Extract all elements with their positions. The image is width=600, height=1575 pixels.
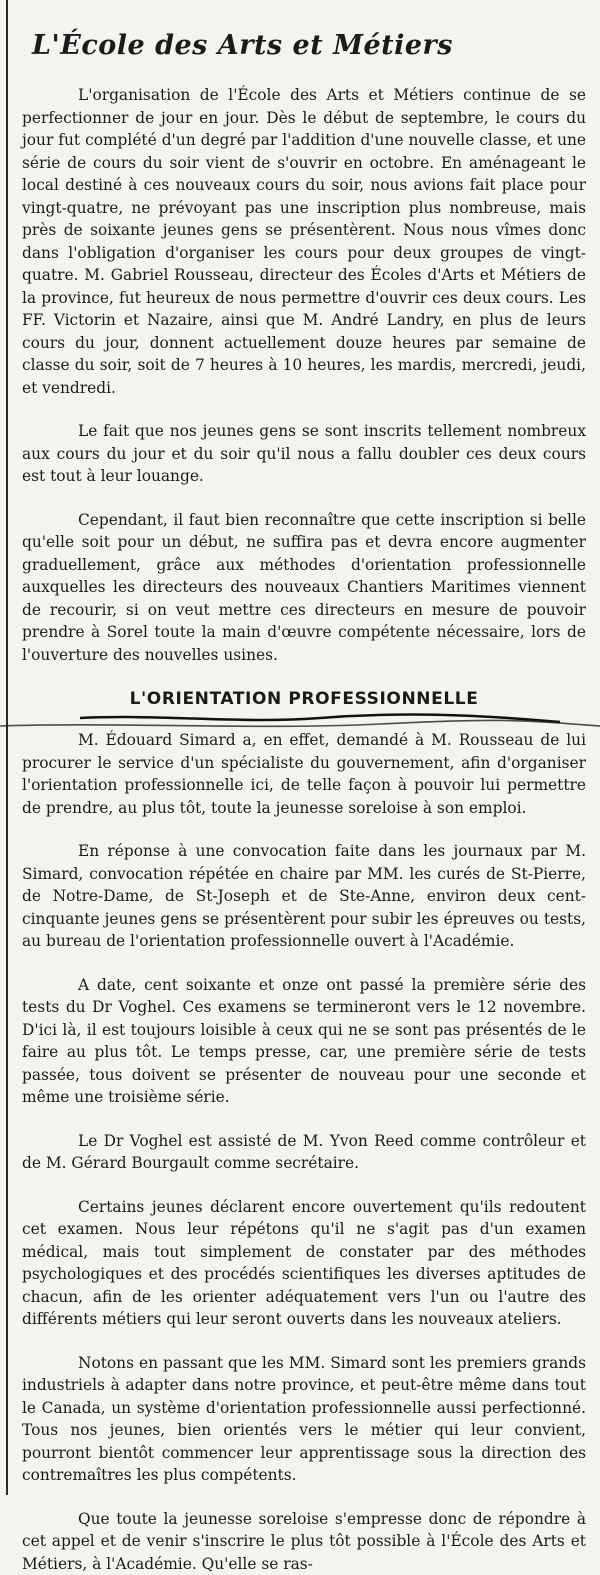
section-paragraph-5: Certains jeunes déclarent encore ouvertement qu'ils redoutent cet examen. Nous leur répétons qu'il ne s'agit pas d'un examen médical, mais tout simplement de constater par des méthodes psychologiques et des procédés scientifiques les diverses aptitudes de chacun, afin de les orienter adéquatement vers l'un ou l'autre des différents métiers qui leur seront ouverts dans les nouveaux ateliers. [22, 1196, 586, 1331]
article-paragraph-2: Le fait que nos jeunes gens se sont inscrits tellement nombreux aux cours du jour et du soir qu'il nous a fallu doubler ces deux cours est tout à leur louange. [22, 420, 586, 488]
section-paragraph-6: Notons en passant que les MM. Simard sont les premiers grands industriels à adapter dans notre province, et peut-être même dans tout le Canada, un système d'orientation professionnelle aussi perfectionné. Tous nos jeunes, bien orientés vers le métier qui leur convient, pourront bientôt commencer leur apprentissage sous la direction des contremaîtres les plus compétents. [22, 1352, 586, 1487]
article-title: L'École des Arts et Métiers [32, 28, 586, 64]
section-paragraph-2: En réponse à une convocation faite dans les journaux par M. Simard, convocation répétée en chaire par MM. les curés de St-Pierre, de Notre-Dame, de St-Joseph et de Ste-Anne, environ deux cent-cinquante jeunes gens se présentèrent pour subir les épreuves ou tests, au bureau de l'orientation professionnelle ouvert à l'Académie. [22, 840, 586, 953]
section-heading: L'ORIENTATION PROFESSIONNELLE [22, 687, 586, 711]
section-paragraph-1: M. Édouard Simard a, en effet, demandé à M. Rousseau de lui procurer le service d'un spécialiste du gouvernement, afin d'organiser l'orientation professionnelle ici, de telle façon à pouvoir lui permettre de prendre, au plus tôt, toute la jeunesse soreloise à son emploi. [22, 729, 586, 819]
section-paragraph-4: Le Dr Voghel est assisté de M. Yvon Reed comme contrôleur et de M. Gérard Bourgault comme secrétaire. [22, 1130, 586, 1175]
section-paragraph-7: Que toute la jeunesse soreloise s'empresse donc de répondre à cet appel et de venir s'inscrire le plus tôt possible à l'École des Arts et Métiers, à l'Académie. Qu'elle se ras- [22, 1508, 586, 1575]
article-paragraph-1: L'organisation de l'École des Arts et Métiers continue de se perfectionner de jour en jour. Dès le début de septembre, le cours du jour fut complété d'un degré par l'addition d'une nouvelle classe, et une série de cours du soir vient de s'ouvrir en octobre. En aménageant le local destiné à ces nouveaux cours du soir, nous avions fait place pour vingt-quatre, ne prévoyant pas une inscription plus nombreuse, mais près de soixante jeunes gens se présentèrent. Nous nous vîmes donc dans l'obligation d'organiser les cours pour deux groupes de vingt-quatre. M. Gabriel Rousseau, directeur des Écoles d'Arts et Métiers de la province, fut heureux de nous permettre d'ouvrir ces deux cours. Les FF. Victorin et Nazaire, ainsi que M. André Landry, en plus de leurs cours du jour, donnent actuellement douze heures par semaine de classe du soir, soit de 7 heures à 10 heures, les mardis, mercredi, jeudi, et vendredi. [22, 84, 586, 399]
section-paragraph-3: A date, cent soixante et onze ont passé la première série des tests du Dr Voghel. Ces examens se termineront vers le 12 novembre. D'ici là, il est toujours loisible à ceux qui ne se sont pas présentés de le faire au plus tôt. Le temps presse, car, une première série de tests passée, tous doivent se présenter de nouveau pour une seconde et même une troisième série. [22, 974, 586, 1109]
article-paragraph-3: Cependant, il faut bien reconnaître que cette inscription si belle qu'elle soit pour un début, ne suffira pas et devra encore augmenter graduellement, grâce aux méthodes d'orientation professionnelle auxquelles les directeurs des nouveaux Chantiers Maritimes viennent de recourir, si on veut mettre ces directeurs en mesure de pouvoir prendre à Sorel toute la main d'œuvre compétente nécessaire, lors de l'ouverture des nouvelles usines. [22, 509, 586, 667]
